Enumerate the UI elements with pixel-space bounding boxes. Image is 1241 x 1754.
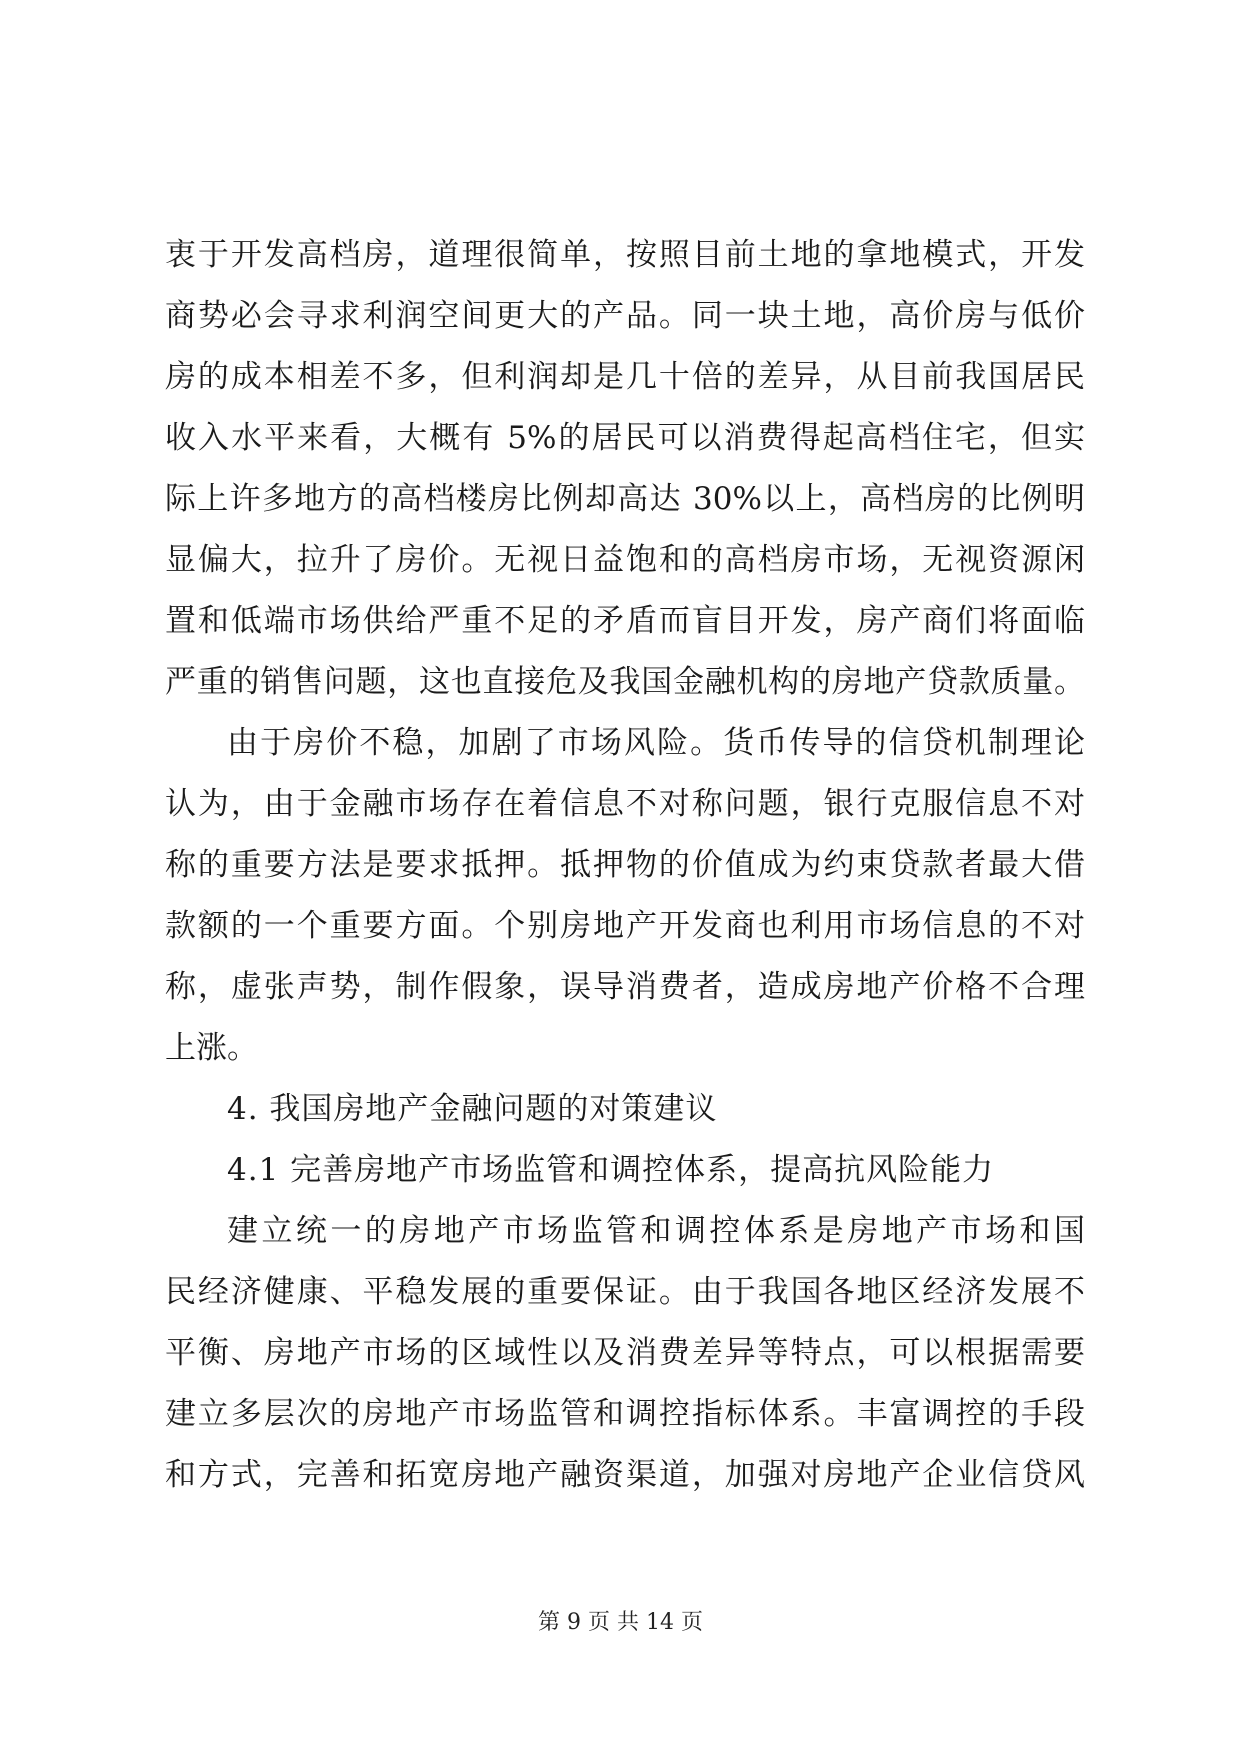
text-line: 由于房价不稳，加剧了市场风险。货币传导的信贷机制理论 bbox=[227, 725, 1085, 761]
text-line: 建立多层次的房地产市场监管和调控指标体系。丰富调控的手段 bbox=[165, 1396, 1085, 1432]
text-line: 收入水平来看，大概有 5%的居民可以消费得起高档住宅，但实 bbox=[165, 420, 1085, 456]
text-line: 和方式，完善和拓宽房地产融资渠道，加强对房地产企业信贷风 bbox=[165, 1457, 1085, 1493]
text-line: 衷于开发高档房，道理很简单，按照目前土地的拿地模式，开发 bbox=[165, 237, 1085, 273]
text-line: 上涨。 bbox=[165, 1030, 258, 1066]
text-line: 房的成本相差不多，但利润却是几十倍的差异，从目前我国居民 bbox=[165, 359, 1085, 395]
text-line: 严重的销售问题，这也直接危及我国金融机构的房地产贷款质量。 bbox=[165, 664, 1085, 700]
text-line: 显偏大，拉升了房价。无视日益饱和的高档房市场，无视资源闲 bbox=[165, 542, 1085, 578]
text-line: 民经济健康、平稳发展的重要保证。由于我国各地区经济发展不 bbox=[165, 1274, 1085, 1310]
text-line: 款额的一个重要方面。个别房地产开发商也利用市场信息的不对 bbox=[165, 908, 1085, 944]
section-heading: 4. 我国房地产金融问题的对策建议 bbox=[227, 1091, 718, 1127]
text-line: 称，虚张声势，制作假象，误导消费者，造成房地产价格不合理 bbox=[165, 969, 1085, 1005]
text-line: 称的重要方法是要求抵押。抵押物的价值成为约束贷款者最大借 bbox=[165, 847, 1085, 883]
paragraph bbox=[165, 225, 1085, 713]
text-line: 平衡、房地产市场的区域性以及消费差异等特点，可以根据需要 bbox=[165, 1335, 1085, 1371]
text-line: 商势必会寻求利润空间更大的产品。同一块土地，高价房与低价 bbox=[165, 298, 1085, 334]
text-line: 置和低端市场供给严重不足的矛盾而盲目开发，房产商们将面临 bbox=[165, 603, 1085, 639]
text-line: 际上许多地方的高档楼房比例却高达 30%以上，高档房的比例明 bbox=[165, 481, 1085, 517]
text-line: 建立统一的房地产市场监管和调控体系是房地产市场和国 bbox=[227, 1213, 1085, 1249]
page-body bbox=[165, 225, 1085, 1506]
text-line: 认为，由于金融市场存在着信息不对称问题，银行克服信息不对 bbox=[165, 786, 1085, 822]
paragraph bbox=[165, 713, 1085, 1079]
subsection-heading: 4.1 完善房地产市场监管和调控体系，提高抗风险能力 bbox=[227, 1152, 995, 1188]
paragraph bbox=[165, 1201, 1085, 1506]
page-number-footer: 第 9 页 共 14 页 bbox=[538, 1610, 703, 1635]
